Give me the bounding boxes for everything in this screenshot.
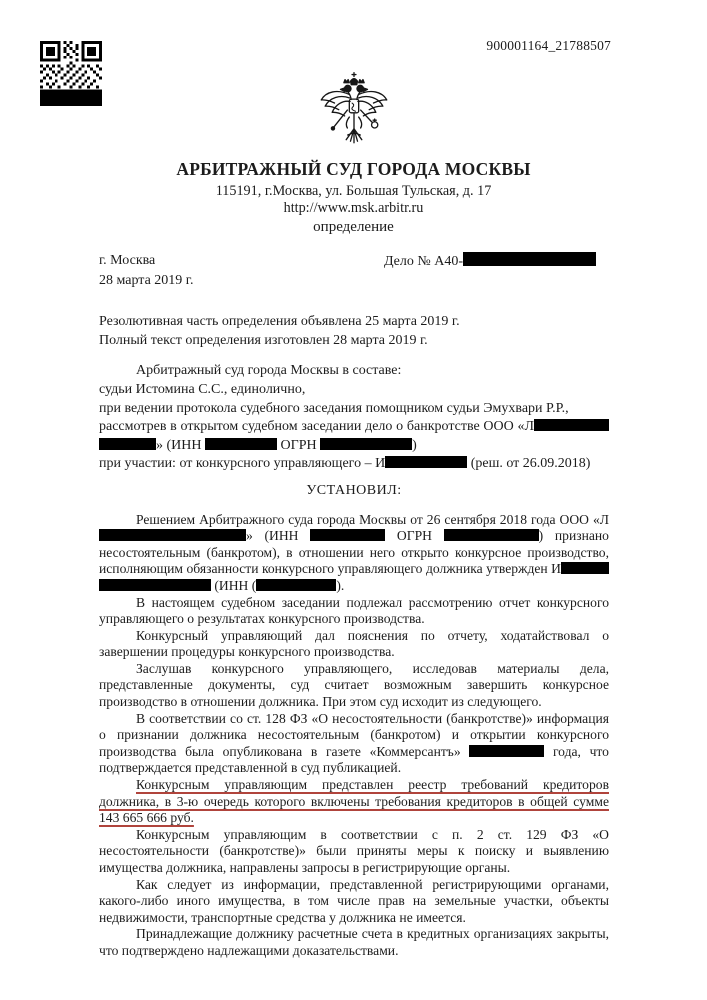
document-type: определение — [313, 219, 394, 235]
body-paragraph: В настоящем судебном заседании подлежал рассмотрению отчет конкурсного управляющего о результатах конкурсного производства. — [99, 594, 609, 627]
redaction-bar — [561, 562, 609, 574]
court-website: http://www.msk.arbitr.ru — [283, 200, 424, 216]
redaction-bar — [310, 529, 385, 541]
redaction-bar — [385, 456, 467, 468]
redaction-bar — [99, 529, 246, 541]
qr-code-icon — [40, 41, 102, 106]
court-name: АРБИТРАЖНЫЙ СУД ГОРОДА МОСКВЫ — [176, 159, 531, 179]
redaction-bar — [469, 745, 544, 757]
document-content — [99, 252, 609, 960]
body-paragraph: В соответствии со ст. 128 ФЗ «О несостоятельности (банкротстве)» информация о признании должника несостоятельным (банкротом) и открытии конкурсного производства была опубликована в газете «Коммерсантъ» года, что подтверждается представленной в суд публикацией. — [99, 710, 609, 776]
court-composition — [99, 362, 609, 474]
document-number: 900001164_21788507 — [486, 38, 611, 53]
body-paragraph: Заслушав конкурсного управляющего, исследовав материалы дела, представленные документы, суд считает возможным завершить конкурсное производство в отношении должника. При этом суд исходит из следующего. — [99, 660, 609, 710]
body-paragraph: Конкурсным управляющим в соответствии с п. 2 ст. 129 ФЗ «О несостоятельности (банкротстве)» были приняты меры к поиску и выявлению имущества должника, направлены запросы в регистрирующие органы. — [99, 826, 609, 875]
body-paragraph-red-underlined: Конкурсным управляющим представлен реестр требований кредиторов должника, в 3-ю очередь которого включены требования кредиторов в общей сумме 143 665 666 руб. — [99, 777, 609, 826]
document-date: 28 марта 2019 г. — [99, 272, 194, 288]
resolution-dates — [99, 313, 609, 350]
redaction-bar — [205, 438, 277, 450]
case-header-row — [99, 252, 609, 272]
redaction-bar — [99, 579, 211, 591]
body-paragraph: Принадлежащие должнику расчетные счета в кредитных организациях закрыты, что подтверждено надлежащими доказательствами. — [99, 926, 609, 958]
established-heading: УСТАНОВИЛ: — [306, 482, 402, 498]
document-body — [99, 512, 609, 960]
participants-line: при участии: от конкурсного управляющего – И (реш. от 26.09.2018) — [99, 456, 591, 472]
coat-of-arms-icon — [315, 70, 393, 154]
city-label: г. Москва — [99, 253, 156, 268]
redaction-bar — [444, 529, 539, 541]
body-paragraph: Решением Арбитражного суда города Москвы от 26 сентября 2018 года ООО «Л» (ИНН ОГРН ) признано несостоятельным (банкротом), в отношении него открыто конкурсное производство, исполняющим обязанности конкурсного управляющего должника утвержден И (ИНН ( ). — [99, 511, 609, 593]
case-number: Дело № А40- — [384, 252, 596, 272]
body-paragraph: Конкурсный управляющий дал пояснения по отчету, ходатайствовал о завершении процедуры конкурсного производства. — [99, 627, 609, 660]
composition-intro: Арбитражный суд города Москвы в составе: — [136, 363, 402, 379]
case-line: рассмотрев в открытом судебном заседании дело о банкротстве ООО «Л — [99, 418, 609, 437]
resolutive-part-line: Резолютивная часть определения объявлена 25 марта 2019 г. — [99, 314, 460, 330]
redaction-bar — [320, 438, 412, 450]
secretary-line: при ведении протокола судебного заседания помощником судьи Эмухвари Р.Р., — [99, 400, 569, 416]
redaction-bar — [534, 419, 609, 431]
body-paragraph: Как следует из информации, представленной регистрирующими органами, какого-либо иного имущества, в том числе прав на земельные участки, объекты недвижимости, транспортные средства у должника не имеется. — [99, 876, 609, 925]
full-text-line: Полный текст определения изготовлен 28 марта 2019 г. — [99, 332, 428, 348]
redaction-bar — [256, 579, 336, 591]
inn-line: » (ИНН ОГРН ) — [99, 437, 609, 456]
redaction-bar — [463, 252, 596, 266]
court-address: 115191, г.Москва, ул. Большая Тульская, д. 17 — [215, 183, 492, 199]
redaction-bar — [99, 438, 156, 450]
judge-line: судьи Истомина С.С., единолично, — [99, 381, 306, 397]
